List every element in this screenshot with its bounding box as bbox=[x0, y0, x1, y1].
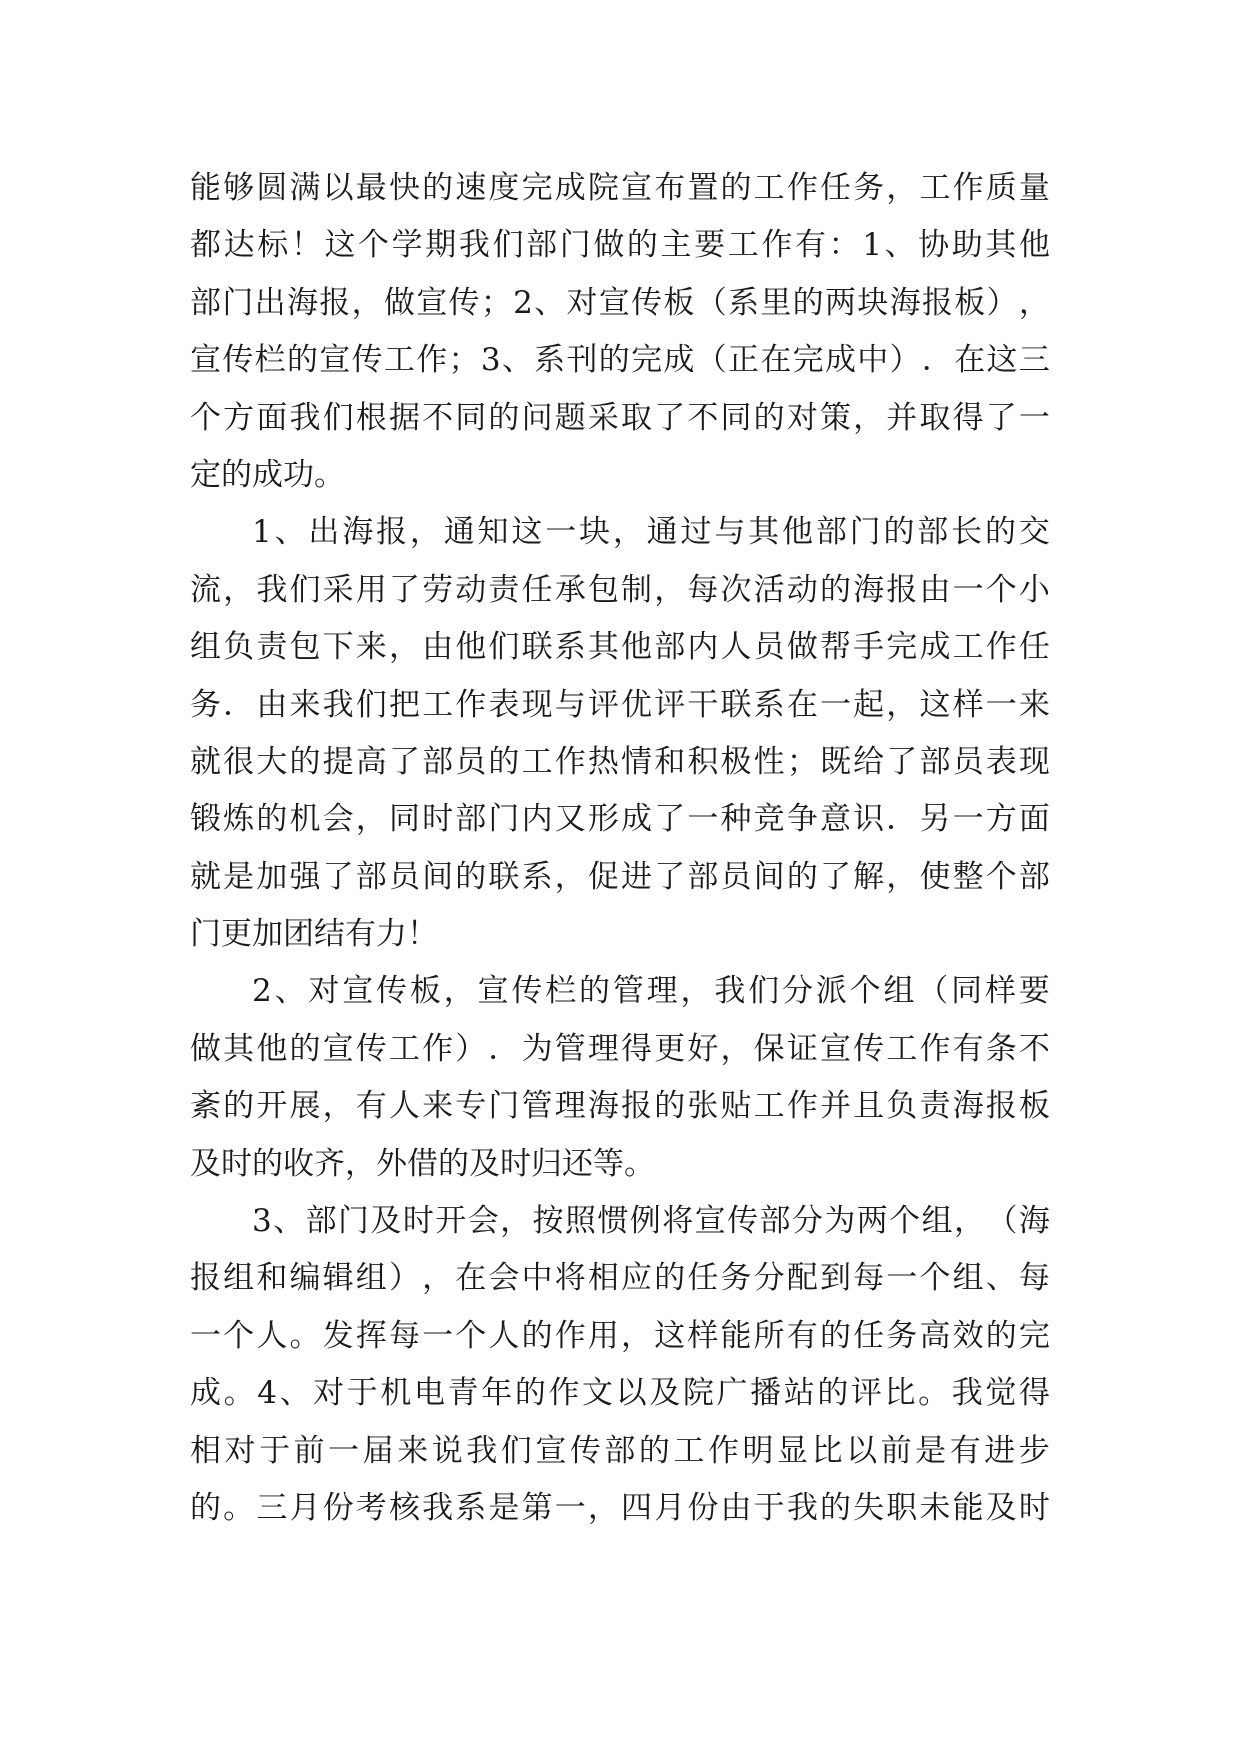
text-line: 成 。 4 、 对 于 机 电 青 年 的 作 文 以 及 院 广 播 站 的 评 比 。 我 觉 得 bbox=[190, 1375, 1050, 1412]
text-line: 3 、 部 门 及 时 开 会 ， 按 照 惯 例 将 宣 传 部 分 为 两 个 组 ， （ 海 bbox=[252, 1203, 1050, 1240]
text-line: 紊 的 开 展 ， 有 人 来 专 门 管 理 海 报 的 张 贴 工 作 并 且 负 责 海 报 板 bbox=[190, 1088, 1050, 1125]
text-line: 相 对 于 前 一 届 来 说 我 们 宣 传 部 的 工 作 明 显 比 以 前 是 有 进 步 bbox=[190, 1432, 1050, 1469]
text-line: 定的成功。 bbox=[190, 456, 345, 493]
text-line: 2 、 对 宣 传 板 ， 宣 传 栏 的 管 理 ， 我 们 分 派 个 组 （ 同 样 要 bbox=[252, 973, 1050, 1010]
text-line: 宣 传 栏 的 宣 传 工 作 ； 3 、 系 刊 的 完 成 （ 正 在 完 成 中 ） ． 在 这 三 bbox=[190, 342, 1050, 379]
text-line: 都 达 标 ！ 这 个 学 期 我 们 部 门 做 的 主 要 工 作 有 ： 1 、 协 助 其 他 bbox=[190, 227, 1050, 264]
text-line: 务 ． 由 来 我 们 把 工 作 表 现 与 评 优 评 干 联 系 在 一 起 ， 这 样 一 来 bbox=[190, 686, 1050, 723]
text-line: 部 门 出 海 报 ， 做 宣 传 ； 2 、 对 宣 传 板 （ 系 里 的 两 块 海 报 板 ） ， bbox=[190, 284, 1050, 321]
text-line: 做 其 他 的 宣 传 工 作 ） ． 为 管 理 得 更 好 ， 保 证 宣 传 工 作 有 条 不 bbox=[190, 1030, 1050, 1067]
text-line: 的 。 三 月 份 考 核 我 系 是 第 一 ， 四 月 份 由 于 我 的 失 职 未 能 及 时 bbox=[190, 1489, 1050, 1526]
text-line: 门更加团结有力！ bbox=[190, 916, 438, 953]
text-line: 锻 炼 的 机 会 ， 同 时 部 门 内 又 形 成 了 一 种 竞 争 意 识 ． 另 一 方 面 bbox=[190, 801, 1050, 838]
text-line: 组 负 责 包 下 来 ， 由 他 们 联 系 其 他 部 内 人 员 做 帮 手 完 成 工 作 任 bbox=[190, 629, 1050, 666]
text-line: 流 ， 我 们 采 用 了 劳 动 责 任 承 包 制 ， 每 次 活 动 的 海 报 由 一 个 小 bbox=[190, 571, 1050, 608]
document-body bbox=[190, 160, 1050, 1537]
text-line: 就 很 大 的 提 高 了 部 员 的 工 作 热 情 和 积 极 性 ； 既 给 了 部 员 表 现 bbox=[190, 743, 1050, 780]
text-line: 及时的收齐，外借的及时归还等。 bbox=[190, 1145, 655, 1182]
text-line: 1 、 出 海 报 ， 通 知 这 一 块 ， 通 过 与 其 他 部 门 的 部 长 的 交 bbox=[252, 514, 1050, 551]
text-line: 一 个 人 。 发 挥 每 一 个 人 的 作 用 ， 这 样 能 所 有 的 任 务 高 效 的 完 bbox=[190, 1317, 1050, 1354]
text-line: 能 够 圆 满 以 最 快 的 速 度 完 成 院 宣 布 置 的 工 作 任 务 ， 工 作 质 量 bbox=[190, 170, 1050, 206]
text-line: 个 方 面 我 们 根 据 不 同 的 问 题 采 取 了 不 同 的 对 策 ， 并 取 得 了 一 bbox=[190, 399, 1050, 436]
text-line: 报 组 和 编 辑 组 ） ， 在 会 中 将 相 应 的 任 务 分 配 到 每 一 个 组 、 每 bbox=[190, 1260, 1050, 1297]
text-line: 就 是 加 强 了 部 员 间 的 联 系 ， 促 进 了 部 员 间 的 了 解 ， 使 整 个 部 bbox=[190, 858, 1050, 895]
